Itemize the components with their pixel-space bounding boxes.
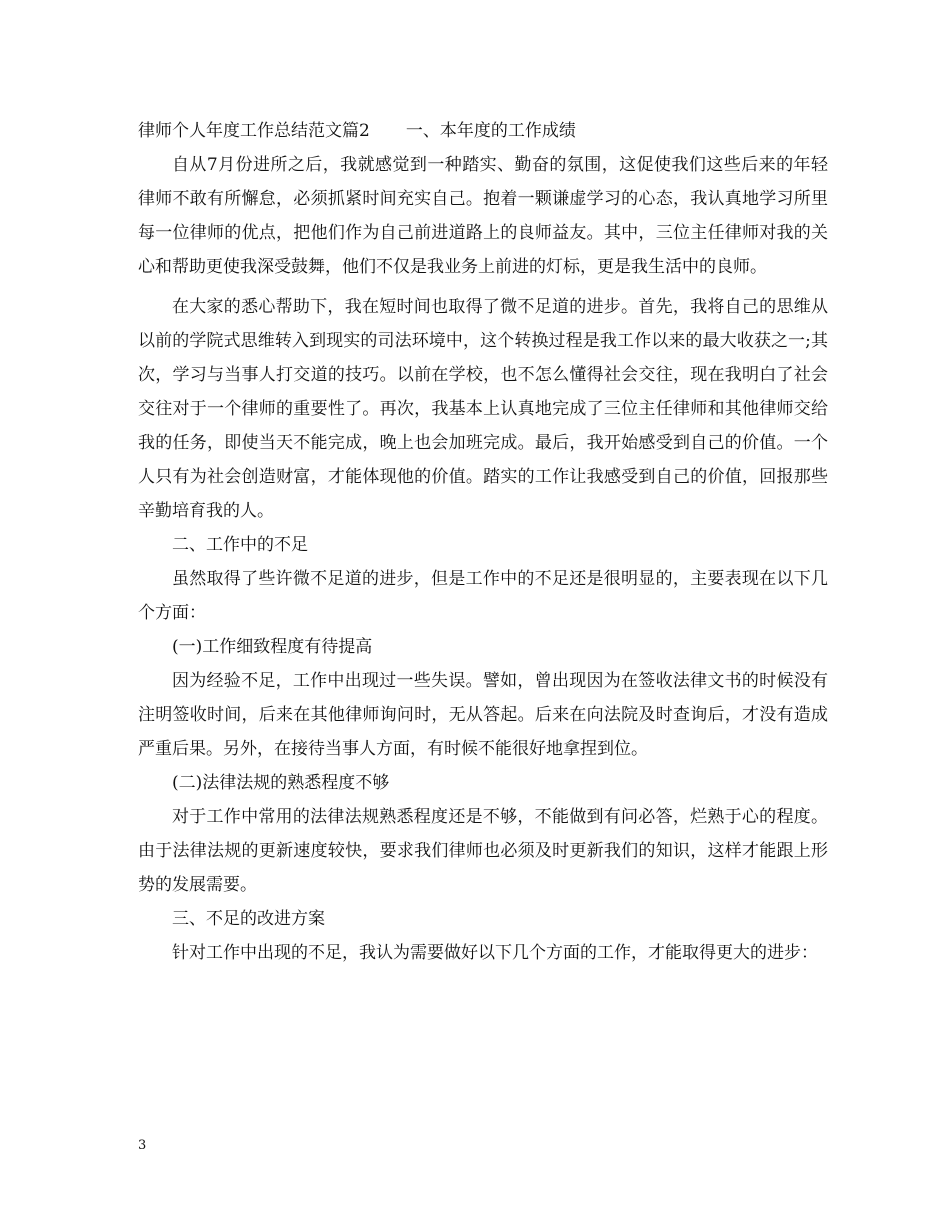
title-line [138,114,828,148]
document-body [138,114,828,970]
section-heading-3: 三、不足的改进方案 [172,909,325,929]
paragraph-1: 自从7月份进所之后，我就感觉到一种踏实、勤奋的氛围，这促使我们这些后来的年轻律师不敢有所懈怠，必须抓紧时间充实自己。抱着一颗谦虚学习的心态，我认真地学习所里每一位律师的优点，把他们作为自己前进道路上的良师益友。其中，三位主任律师对我的关心和帮助更使我深受鼓舞，他们不仅是我业务上前进的灯标，更是我生活中的良师。 [138,155,828,277]
section-heading-1: 一、本年度的工作成绩 [405,121,576,141]
paragraph-5: 对于工作中常用的法律法规熟悉程度还是不够，不能做到有问必答，烂熟于心的程度。由于法律法规的更新速度较快，要求我们律师也必须及时更新我们的知识，这样才能跟上形势的发展需要。 [138,807,828,895]
page-number: 3 [138,1138,147,1153]
paragraph-2: 在大家的悉心帮助下，我在短时间也取得了微不足道的进步。首先，我将自己的思维从以前的学院式思维转入到现实的司法环境中，这个转换过程是我工作以来的最大收获之一;其次，学习与当事人打交道的技巧。以前在学校，也不怎么懂得社会交往，现在我明白了社会交往对于一个律师的重要性了。再次，我基本上认真地完成了三位主任律师和其他律师交给我的任务，即使当天不能完成，晚上也会加班完成。最后，我开始感受到自己的价值。一个人只有为社会创造财富，才能体现他的价值。踏实的工作让我感受到自己的价值，回报那些辛勤培育我的人。 [138,297,828,521]
section-heading-2: 二、工作中的不足 [172,535,308,555]
subheading-2: (二)法律法规的熟悉程度不够 [172,773,390,793]
document-title: 律师个人年度工作总结范文篇2 [138,121,370,141]
paragraph-3: 虽然取得了些许微不足道的进步，但是工作中的不足还是很明显的，主要表现在以下几个方面： [138,569,828,623]
paragraph-6: 针对工作中出现的不足，我认为需要做好以下几个方面的工作，才能取得更大的进步： [172,943,818,963]
paragraph-4: 因为经验不足，工作中出现过一些失误。譬如，曾出现因为在签收法律文书的时候没有注明签收时间，后来在其他律师询问时，无从答起。后来在向法院及时查询后，才没有造成严重后果。另外，在接待当事人方面，有时候不能很好地拿捏到位。 [138,671,828,759]
subheading-1: (一)工作细致程度有待提高 [172,637,373,657]
